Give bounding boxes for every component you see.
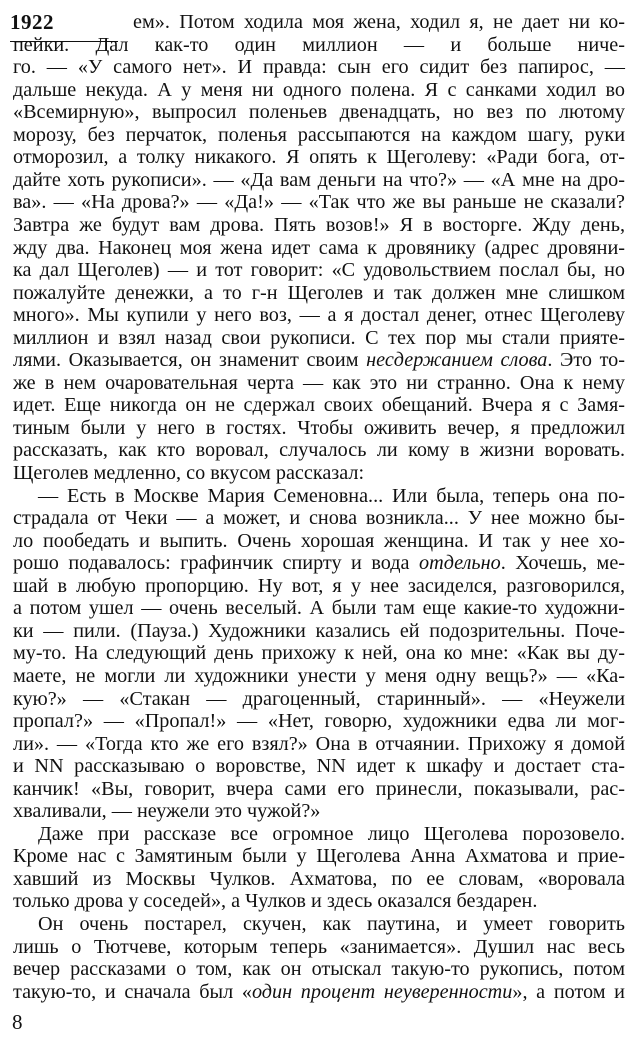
text-run: морозу, без перчаток, поленья рассыпаются на каждом шагу, руки: [13, 123, 625, 146]
text-run: лями. Оказывается, он знаменит своим: [13, 349, 367, 372]
text-run: дайте хоть рукописи». — «Да вам деньги на что?» — «А мне на дро-: [13, 168, 625, 191]
text-run: го. — «У самого нет». И правда: сын его сидит без папирос, —: [13, 56, 625, 79]
text-run: дальше некуда. А у меня ни одного полена. Я с санками ходил во: [13, 78, 625, 101]
text-run: », а потом и: [512, 980, 625, 1003]
text-run: отморозил, а толку никакого. Я опять к Щеголеву: «Ради бога, от-: [13, 146, 625, 169]
text-run: пропал?» — «Пропал!» — «Нет, говорю, художники едва ли мог-: [13, 710, 625, 733]
text-run: Он очень постарел, скучен, как паутина, и умеет говорить: [38, 913, 625, 935]
text-run: ло пообедать и выпить. Очень хорошая женщина. И так у нее хо-: [13, 529, 625, 552]
text-run: миллион и взял назад свои рукописи. С тех пор мы стали прияте-: [13, 326, 625, 349]
text-run: страдала от Чеки — а может, и снова возникла... У нее можно бы-: [13, 507, 625, 530]
italic-emphasis: несдержанием слова: [366, 349, 548, 372]
text-run: . Хочешь, ме-: [500, 552, 626, 575]
text-run: пожалуйте денежки, а то г-н Щеголев и так должен мне слишком: [13, 281, 625, 304]
text-run: Завтра же будут вам дрова. Пять возов!» Я в восторге. Жду день,: [13, 213, 625, 236]
text-run: ка дал Щеголев) — и тот говорит: «С удовольствием послал бы, но: [13, 259, 625, 282]
running-head-year: 1922: [10, 10, 54, 34]
text-run: хавший из Москвы Чулков. Ахматова, по ее словам, «воровала: [13, 867, 625, 890]
text-run: канчик! «Вы, говорит, вчера сами его принесли, показывали, рас-: [13, 777, 625, 800]
text-run: тиным были у него в гостях. Чтобы оживить вечер, я предложил: [13, 416, 625, 439]
text-run: рошо подавалось: графинчик спирту и вода: [13, 552, 420, 575]
text-run: а потом ушел — очень веселый. А были там еще какие-то художни-: [13, 597, 625, 620]
text-run: лишь о Тютчеве, которым теперь «занимается». Душил нас весь: [13, 935, 625, 958]
text-run: му-то. На следующий день прихожу к ней, она ко мне: «Как вы ду-: [13, 642, 625, 665]
text-run: «Всемирную», выпросил поленьев двенадцать, но вез по лютому: [13, 101, 625, 124]
text-run: Кроме нас с Замятиным были у Щеголева Анна Ахматова и прие-: [13, 845, 625, 868]
text-run: рассказать, как кто воровал, случалось ли кому в жизни воровать.: [13, 439, 625, 462]
text-run: Щеголев медленно, со вкусом рассказал:: [13, 462, 365, 484]
text-run: пейки. Дал как-то один миллион — и больше ниче-: [13, 33, 625, 56]
text-run: жду два. Наконец моя жена идет сама к дровянику (адрес дровяни-: [13, 236, 625, 259]
page-number: 8: [12, 1010, 23, 1034]
text-run: хваливали, — неужели это чужой?»: [13, 800, 321, 823]
italic-emphasis: один процент неуверенности: [251, 980, 513, 1003]
text-run: и NN рассказываю о воровстве, NN идет к шкафу и достает ста-: [13, 755, 625, 778]
text-run: ли». — «Тогда кто же его взял?» Она в отчаянии. Прихожу я домой: [13, 732, 625, 755]
text-run: вечер рассказами о том, как он отыскал такую-то рукопись, потом: [13, 958, 625, 981]
text-run: ки — пили. (Пауза.) Художники казались ей подозрительны. Поче-: [13, 619, 625, 642]
italic-emphasis: отдельно: [419, 552, 501, 575]
text-run: ва». — «На дрова?» — «Да!» — «Так что же вы раньше не сказали?: [13, 191, 625, 214]
text-run: маете, не могли ли художники унести у меня одну вещь?» — «Ка-: [13, 664, 625, 687]
text-run: много». Мы купили у него воз, — а я достал денег, отнес Щеголеву: [13, 304, 625, 327]
text-run: — Есть в Москве Мария Семеновна... Или была, теперь она по-: [38, 484, 625, 507]
text-run: . Это то-: [547, 349, 625, 372]
text-run: такую-то, и сначала был «: [13, 980, 252, 1003]
text-run: идет. Еще никогда он не сдержал своих обещаний. Вчера я с Замя-: [13, 394, 625, 417]
text-run: ем». Потом ходила моя жена, ходил я, не дает ни ко-: [133, 11, 625, 33]
text-line: [13, 979, 625, 1005]
text-run: шай в любую пропорцию. Ну вот, я у нее засиделся, разговорился,: [13, 574, 625, 597]
text-run: Даже при рассказе все огромное лицо Щеголева порозовело.: [38, 822, 625, 845]
text-run: же в нем очаровательная черта — как это ни странно. Она к нему: [13, 371, 625, 394]
text-run: кую?» — «Стакан — драгоценный, старинный». — «Неужели: [13, 687, 625, 710]
text-run: только дрова у соседей», а Чулков и здесь оказался бездарен.: [13, 890, 538, 913]
